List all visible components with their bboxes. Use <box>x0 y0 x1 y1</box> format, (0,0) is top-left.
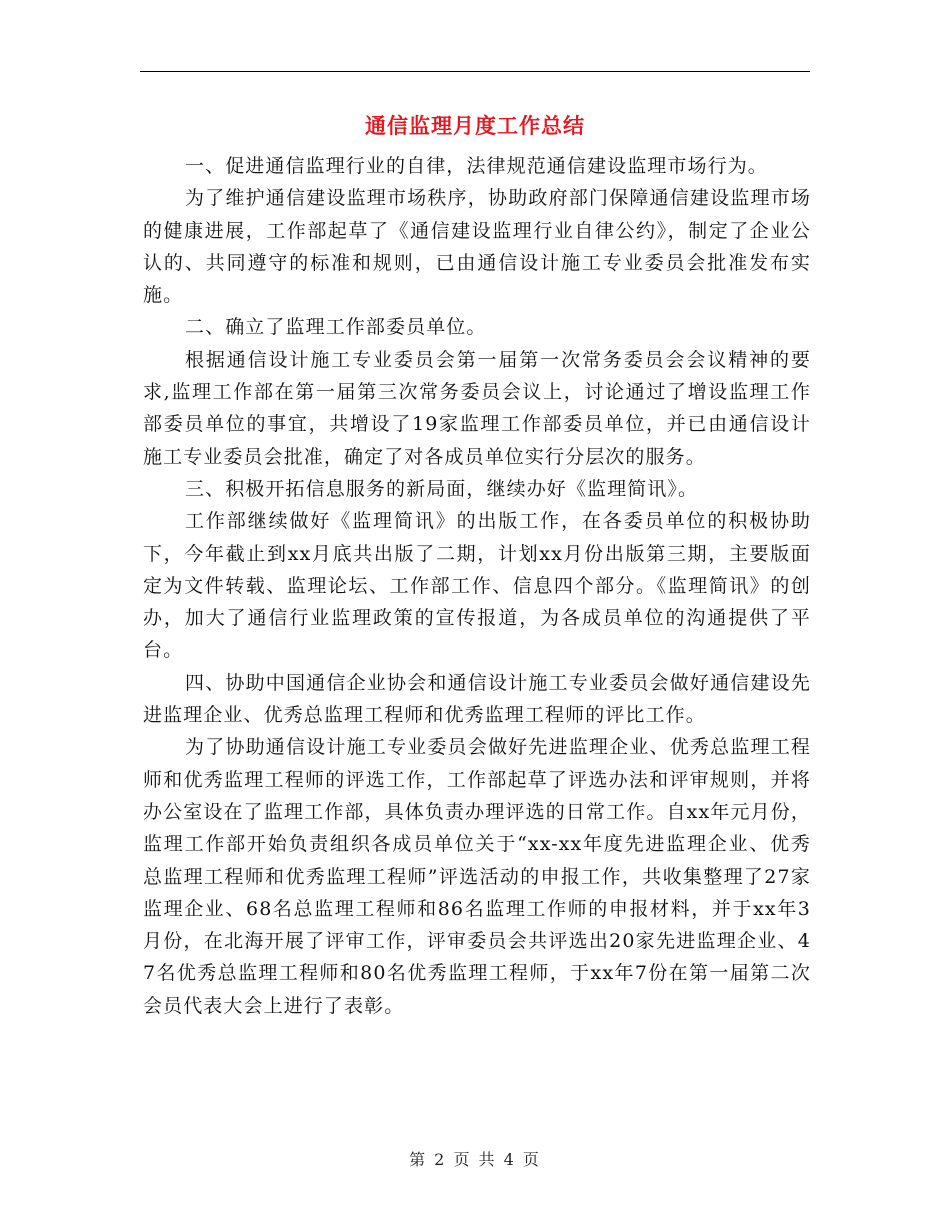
body-paragraph-4: 为了协助通信设计施工专业委员会做好先进监理企业、优秀总监理工程师和优秀监理工程师的评选工作，工作部起草了评选办法和评审规则，并将办公室设在了监理工作部，具体负责办理评选的日常工作。自xx年元月份，监理工作部开始负责组织各成员单位关于“xx-xx年度先进监理企业、优秀总监理工程师和优秀监理工程师”评选活动的申报工作，共收集整理了27家监理企业、68名总监理工程师和86名监理工作师的申报材料，并于xx年3月份，在北海开展了评审工作，评审委员会共评选出20家先进监理企业、47名优秀总监理工程师和80名优秀监理工程师，于xx年7份在第一届第二次会员代表大会上进行了表彰。 <box>143 736 811 1017</box>
body-paragraph-3: 工作部继续做好《监理简讯》的出版工作，在各委员单位的积极协助下，今年截止到xx月底共出版了二期，计划xx月份出版第三期，主要版面定为文件转载、监理论坛、工作部工作、信息四个部分。《监理简讯》的创办，加大了通信行业监理政策的宣传报道，为各成员单位的沟通提供了平台。 <box>143 510 811 662</box>
body-paragraph-1: 为了维护通信建设监理市场秩序，协助政府部门保障通信建设监理市场的健康进展，工作部起草了《通信建设监理行业自律公约》，制定了企业公认的、共同遵守的标准和规则，已由通信设计施工专业委员会批准发布实施。 <box>143 187 811 307</box>
section-heading-2: 二、确立了监理工作部委员单位。 <box>185 316 487 339</box>
page-number-footer: 第 2 页 共 4 页 <box>409 1150 541 1169</box>
document-body <box>143 150 811 1022</box>
section-heading-3: 三、积极开拓信息服务的新局面，继续办好《监理简讯》。 <box>185 477 699 500</box>
section-heading-4: 四、协助中国通信企业协会和通信设计施工专业委员会做好通信建设先进监理企业、优秀总监理工程师和优秀监理工程师的评比工作。 <box>143 671 811 727</box>
section-heading-1: 一、促进通信监理行业的自律，法律规范通信建设监理市场行为。 <box>185 155 768 177</box>
body-paragraph-2: 根据通信设计施工专业委员会第一届第一次常务委员会会议精神的要求,监理工作部在第一届第三次常务委员会议上，讨论通过了增设监理工作部委员单位的事宜，共增设了19家监理工作部委员单位，并已由通信设计施工专业委员会批准，确定了对各成员单位实行分层次的服务。 <box>143 348 811 468</box>
header-rule <box>140 71 810 72</box>
document-title: 通信监理月度工作总结 <box>365 114 585 138</box>
